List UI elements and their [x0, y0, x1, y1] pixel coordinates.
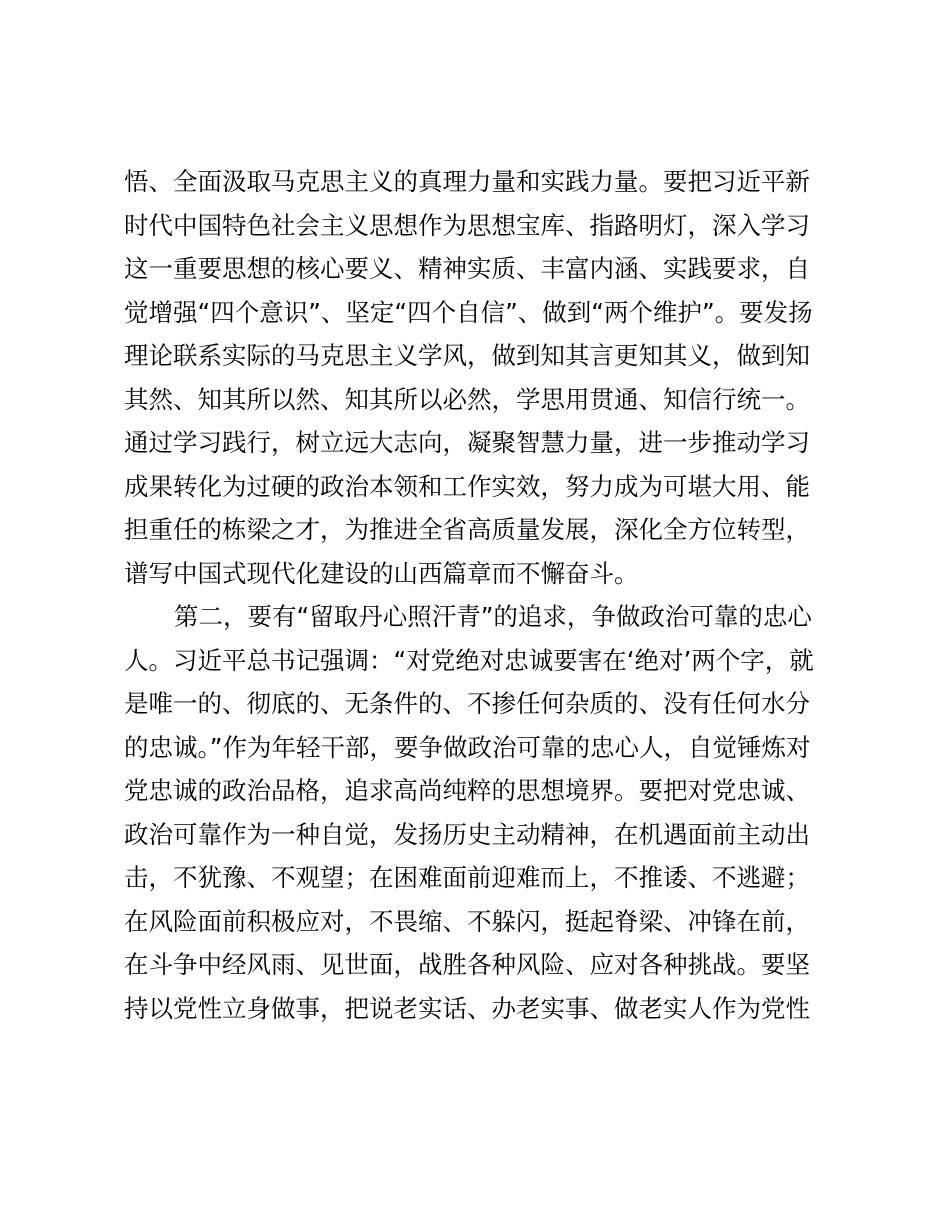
text-line: 觉增强“四个意识”、坚定“四个自信”、做到“两个维护”。要发扬 — [124, 297, 813, 327]
text-line: 在风险面前积极应对，不畏缩、不躲闪，挺起脊梁、冲锋在前， — [124, 906, 810, 936]
text-line: 持以党性立身做事，把说老实话、办老实事、做老实人作为党性 — [124, 993, 810, 1023]
text-line: 担重任的栋梁之才，为推进全省高质量发展，深化全方位转型， — [124, 515, 810, 544]
text-line: 党忠诚的政治品格，追求高尚纯粹的思想境界。要把对党忠诚、 — [124, 776, 810, 805]
text-line: 人。习近平总书记强调：“对党绝对忠诚要害在‘绝对’两个字，就 — [124, 645, 814, 675]
text-line: 政治可靠作为一种自觉，发扬历史主动精神，在机遇面前主动出 — [124, 819, 810, 849]
text-line: 在斗争中经风雨、见世面，战胜各种风险、应对各种挑战。要坚 — [124, 950, 810, 979]
text-line: 通过学习践行，树立远大志向，凝聚智慧力量，进一步推动学习 — [124, 428, 810, 457]
text-line: 时代中国特色社会主义思想作为思想宝库、指路明灯，深入学习 — [124, 210, 810, 240]
text-line: 成果转化为过硬的政治本领和工作实效，努力成为可堪大用、能 — [124, 471, 810, 501]
text-line: 理论联系实际的马克思主义学风，做到知其言更知其义，做到知 — [124, 341, 810, 370]
text-line: 的忠诚。”作为年轻干部，要争做政治可靠的忠心人，自觉锤炼对 — [124, 732, 811, 762]
text-line: 谱写中国式现代化建设的山西篇章而不懈奋斗。 — [124, 558, 639, 588]
body-text — [124, 160, 829, 1030]
text-line: 悟、全面汲取马克思主义的真理力量和实践力量。要把习近平新 — [124, 167, 810, 196]
text-line: 是唯一的、彻底的、无条件的、不掺任何杂质的、没有任何水分 — [124, 689, 810, 718]
text-line: 击，不犹豫、不观望；在困难面前迎难而上，不推诿、不逃避； — [124, 863, 810, 892]
text-line: 其然、知其所以然、知其所以必然，学思用贯通、知信行统一。 — [124, 384, 810, 414]
text-line: 这一重要思想的核心要义、精神实质、丰富内涵、实践要求，自 — [124, 254, 810, 283]
paragraph-start-line: 第二，要有“留取丹心照汗青”的追求，争做政治可靠的忠心 — [174, 602, 812, 631]
